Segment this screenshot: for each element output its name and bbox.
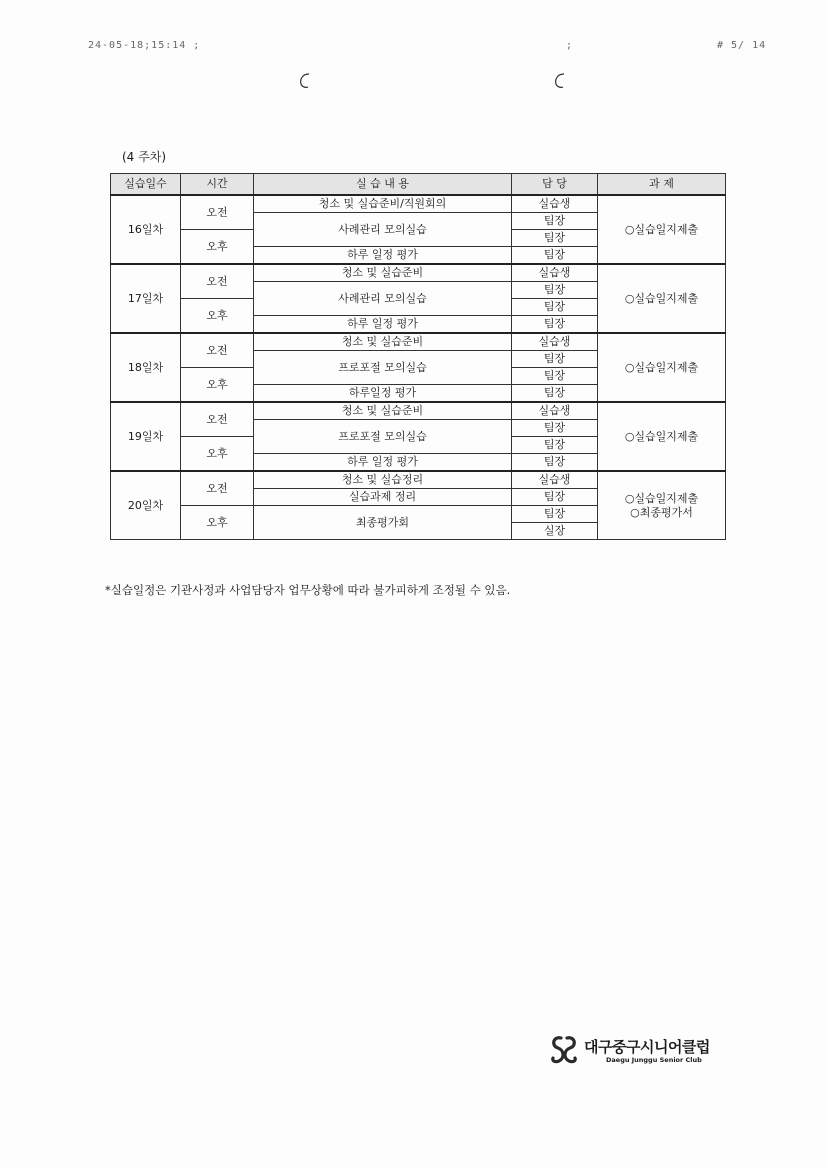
day-cell: 17일차: [111, 264, 181, 333]
owner-cell: 팀장: [512, 420, 598, 437]
table-row: [111, 471, 726, 489]
content-cell: 청소 및 실습준비/직원회의: [254, 195, 512, 213]
task-cell: [598, 195, 726, 264]
content-cell: 최종평가회: [254, 506, 512, 540]
table-row: [111, 402, 726, 420]
header-time: 시간: [181, 174, 254, 196]
task-item: ○실습일지제출: [624, 360, 699, 374]
day-cell: 18일차: [111, 333, 181, 402]
fax-timestamp: 24-05-18;15:14 ;: [88, 40, 201, 51]
owner-cell: 팀장: [512, 230, 598, 247]
schedule-table: [110, 173, 726, 540]
owner-cell: 팀장: [512, 282, 598, 299]
owner-cell: 팀장: [512, 489, 598, 506]
owner-cell: 팀장: [512, 506, 598, 523]
content-cell: 청소 및 실습준비: [254, 402, 512, 420]
task-cell: [598, 471, 726, 540]
task-item: ○최종평가서: [630, 505, 693, 519]
day-cell: 20일차: [111, 471, 181, 540]
content-cell: 청소 및 실습준비: [254, 264, 512, 282]
task-cell: [598, 264, 726, 333]
content-cell: 프로포절 모의실습: [254, 420, 512, 454]
content-cell: 청소 및 실습준비: [254, 333, 512, 351]
am-cell: 오전: [181, 333, 254, 368]
pm-cell: 오후: [181, 299, 254, 334]
task-item: ○실습일지제출: [624, 491, 699, 505]
schedule-note: *실습일정은 기관사정과 사업담당자 업무상황에 따라 불가피하게 조정될 수 있음.: [105, 583, 511, 597]
owner-cell: 팀장: [512, 316, 598, 334]
content-cell: 하루 일정 평가: [254, 454, 512, 472]
header-day: 실습일수: [111, 174, 181, 196]
owner-cell: 팀장: [512, 454, 598, 472]
pm-cell: 오후: [181, 368, 254, 403]
owner-cell: 실습생: [512, 402, 598, 420]
owner-cell: 팀장: [512, 368, 598, 385]
club-logo-name: 대구중구시니어클럽: [584, 1038, 710, 1056]
content-cell: 프로포절 모의실습: [254, 351, 512, 385]
content-cell: 청소 및 실습정리: [254, 471, 512, 489]
owner-cell: 팀장: [512, 437, 598, 454]
club-logo-mark-icon: [548, 1032, 580, 1068]
owner-cell: 실습생: [512, 264, 598, 282]
owner-cell: 팀장: [512, 213, 598, 230]
fax-separator: ;: [566, 40, 574, 51]
club-logo: [548, 1032, 738, 1070]
am-cell: 오전: [181, 471, 254, 506]
owner-cell: 실습생: [512, 333, 598, 351]
task-item: ○실습일지제출: [624, 429, 699, 443]
am-cell: 오전: [181, 402, 254, 437]
fax-page-number: # 5/ 14: [717, 40, 767, 51]
content-cell: 사례관리 모의실습: [254, 213, 512, 247]
owner-cell: 실장: [512, 523, 598, 540]
pm-cell: 오후: [181, 230, 254, 265]
punch-hole-mark-icon: [298, 72, 312, 90]
task-item: ○실습일지제출: [624, 291, 699, 305]
table-row: [111, 195, 726, 213]
day-cell: 16일차: [111, 195, 181, 264]
pm-cell: 오후: [181, 506, 254, 540]
owner-cell: 실습생: [512, 471, 598, 489]
table-header-row: [111, 174, 726, 196]
table-row: [111, 264, 726, 282]
owner-cell: 팀장: [512, 351, 598, 368]
club-logo-subtitle: Daegu Junggu Senior Club: [606, 1056, 702, 1064]
task-item: ○실습일지제출: [624, 222, 699, 236]
owner-cell: 팀장: [512, 247, 598, 265]
owner-cell: 실습생: [512, 195, 598, 213]
task-cell: [598, 402, 726, 471]
table-row: [111, 333, 726, 351]
punch-hole-mark-icon: [553, 72, 567, 90]
content-cell: 실습과제 정리: [254, 489, 512, 506]
day-cell: 19일차: [111, 402, 181, 471]
header-content: 실 습 내 용: [254, 174, 512, 196]
am-cell: 오전: [181, 195, 254, 230]
content-cell: 하루일정 평가: [254, 385, 512, 403]
content-cell: 사례관리 모의실습: [254, 282, 512, 316]
am-cell: 오전: [181, 264, 254, 299]
content-cell: 하루 일정 평가: [254, 247, 512, 265]
owner-cell: 팀장: [512, 385, 598, 403]
owner-cell: 팀장: [512, 299, 598, 316]
task-cell: [598, 333, 726, 402]
content-cell: 하루 일정 평가: [254, 316, 512, 334]
week-label: (4 주차): [122, 150, 166, 164]
header-owner: 담 당: [512, 174, 598, 196]
header-task: 과 제: [598, 174, 726, 196]
pm-cell: 오후: [181, 437, 254, 472]
